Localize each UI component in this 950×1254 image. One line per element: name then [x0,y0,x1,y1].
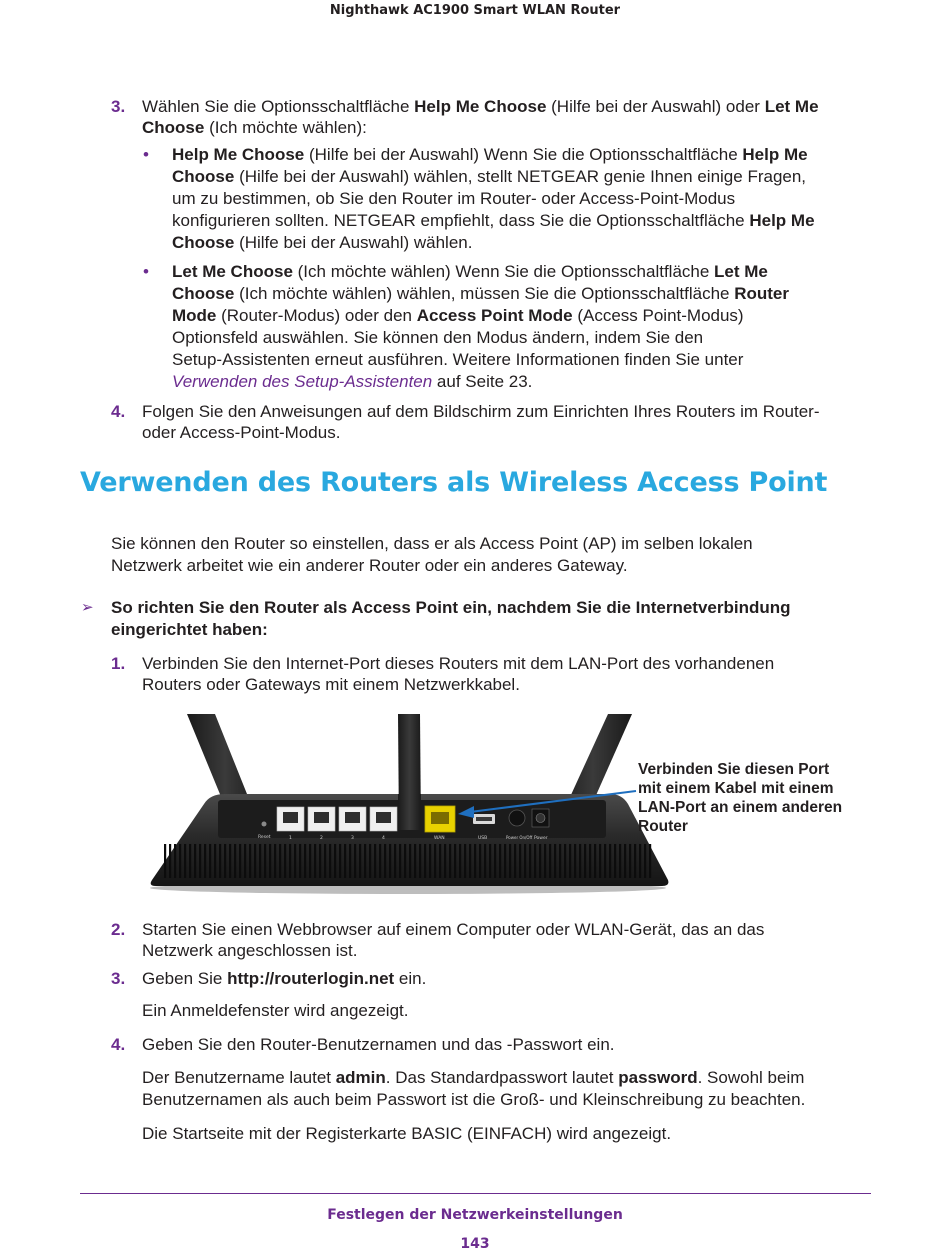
vent-slot [164,844,166,878]
vent-slot [204,844,206,878]
vent-slot [229,844,231,878]
vent-slot [449,844,451,878]
bullet-2-line-2: Choose (Ich möchte wählen) wählen, müssen Sie die Optionsschaltfläche Router [172,284,789,303]
vent-slot [424,844,426,878]
figure-callout [638,760,842,836]
vent-slot [264,844,266,878]
running-header: Nighthawk AC1900 Smart WLAN Router [329,3,621,18]
vent-slot [624,844,626,878]
vent-slot [344,844,346,878]
vent-slot [194,844,196,878]
vent-slot [239,844,241,878]
step-3-note: Ein Anmeldefenster wird angezeigt. [142,1001,409,1020]
vent-slot [474,844,476,878]
vent-slot [209,844,211,878]
router-login-url: http://routerlogin.net [227,969,395,988]
step-4-para-1-line-2: Benutzernamen als auch beim Passwort ist die Groß- und Kleinschreibung zu beachten. [142,1090,806,1109]
vent-slot [489,844,491,878]
vent-slot [554,844,556,878]
vent-slot [604,844,606,878]
vent-slot [219,844,221,878]
vent-slot [374,844,376,878]
port-label-usb: USB [478,836,488,841]
callout-line-1: Verbinden Sie diesen Port [638,761,830,778]
bullet-1-line-5: Choose (Hilfe bei der Auswahl) wählen. [172,233,473,252]
vent-slot [434,844,436,878]
port-label-lan-2: 2 [320,836,323,841]
step-number: 3. [111,97,126,116]
vent-slot [544,844,546,878]
vent-slot [309,844,311,878]
step-4-para-1-line-1: Der Benutzername lautet admin. Das Standardpasswort lautet password. Sowohl beim [142,1068,805,1087]
bullet-1-line-1: Help Me Choose (Hilfe bei der Auswahl) Wenn Sie die Optionsschaltfläche Help Me [172,145,808,164]
step-1-line-1: Verbinden Sie den Internet-Port dieses Routers mit dem LAN-Port des vorhandenen [142,654,775,673]
port-label-lan-1: 1 [289,836,292,841]
vent-slot [479,844,481,878]
bullet-1-line-2: Choose (Hilfe bei der Auswahl) wählen, stellt NETGEAR genie Ihnen einige Fragen, [172,167,807,186]
center-antenna-base [398,794,421,830]
callout-line-2: mit einem Kabel mit einem [638,780,834,797]
vent-slot [584,844,586,878]
vent-slot [524,844,526,878]
vent-slot [349,844,351,878]
step-4-para-2: Die Startseite mit der Registerkarte BASIC (EINFACH) wird angezeigt. [142,1124,672,1143]
lan-port-socket [283,812,298,823]
vent-slot [419,844,421,878]
vent-slot [459,844,461,878]
vent-slot [534,844,536,878]
vent-slot [484,844,486,878]
footer-chapter-title: Festlegen der Netzwerkeinstellungen [327,1207,623,1223]
vent-slot [414,844,416,878]
port-label-lan-3: 3 [351,836,354,841]
vent-slot [174,844,176,878]
bullet-2-line-4: Optionsfeld auswählen. Sie können den Modus ändern, indem Sie den [172,328,704,347]
vent-slot [454,844,456,878]
port-label-power-switch: Power On/Off [506,835,533,840]
vent-slot [644,844,646,878]
vent-slot [379,844,381,878]
vent-slot [594,844,596,878]
vent-slot [429,844,431,878]
vent-slot [564,844,566,878]
vent-slot [274,844,276,878]
step-3-text: Geben Sie http://routerlogin.net ein. [142,969,427,988]
vent-slot [409,844,411,878]
vent-slot [494,844,496,878]
vent-slot [499,844,501,878]
intro-line-1: Sie können den Router so einstellen, dass er als Access Point (AP) im selben lokalen [111,534,753,553]
vent-slot [179,844,181,878]
vent-slot [289,844,291,878]
vent-slot [569,844,571,878]
port-label-reset: Reset [258,835,271,840]
procedure-title-line-2: eingerichtet haben: [111,620,268,639]
power-jack-socket [536,814,545,823]
procedure-arrow-icon: ➢ [81,599,94,616]
vent-slot [529,844,531,878]
bullet-1-line-3: um zu bestimmen, ob Sie den Router im Router- oder Access-Point-Modus [172,189,736,208]
vent-slot [384,844,386,878]
vent-slot [364,844,366,878]
bullet-marker: • [143,145,149,164]
page-number: 143 [460,1236,490,1252]
step-number: 4. [111,402,126,421]
vent-slot [254,844,256,878]
step-2-line-2: Netzwerk angeschlossen ist. [142,941,358,960]
footer-divider [80,1193,871,1194]
vent-slot [334,844,336,878]
vent-slot [259,844,261,878]
vent-slot [314,844,316,878]
step-number: 1. [111,654,126,673]
port-label-lan-4: 4 [382,836,385,841]
vent-slot [619,844,621,878]
vent-slot [369,844,371,878]
step-4-line-2: oder Access-Point-Modus. [142,423,341,442]
vent-slot [394,844,396,878]
step-number: 4. [111,1035,126,1054]
vent-slot [469,844,471,878]
step-4-text: Geben Sie den Router-Benutzernamen und das -Passwort ein. [142,1035,615,1054]
vent-slot [294,844,296,878]
step-1-line-2: Routers oder Gateways mit einem Netzwerkkabel. [142,675,520,694]
step-2-line-1: Starten Sie einen Webbrowser auf einem Computer oder WLAN-Gerät, das an das [142,920,765,939]
bullet-2-line-6: Verwenden des Setup-Assistenten auf Seite 23. [172,372,533,391]
reset-hole [262,822,267,827]
callout-line-4: Router [638,818,688,835]
lan-port-socket [345,812,360,823]
vent-slot [339,844,341,878]
vent-slot [304,844,306,878]
vent-slot [279,844,281,878]
vent-slot [634,844,636,878]
vent-slot [504,844,506,878]
vent-slot [589,844,591,878]
vent-slot [399,844,401,878]
callout-line-3: LAN-Port an einem anderen [638,799,843,816]
power-button [509,810,525,826]
step-3-line-1: Wählen Sie die Optionsschaltfläche Help Me Choose (Hilfe bei der Auswahl) oder Let Me [142,97,819,116]
step-3-line-2: Choose (Ich möchte wählen): [142,118,367,137]
vent-slot [539,844,541,878]
vent-slot [189,844,191,878]
vent-slot [549,844,551,878]
wan-port-socket [431,812,449,824]
vent-slot [514,844,516,878]
vent-slot [214,844,216,878]
vent-slot [629,844,631,878]
vent-slot [319,844,321,878]
vent-slot [614,844,616,878]
vent-slot [299,844,301,878]
vent-slot [579,844,581,878]
intro-line-2: Netzwerk arbeitet wie ein anderer Router oder ein anderes Gateway. [111,556,628,575]
vent-slot [464,844,466,878]
vent-slot [329,844,331,878]
setup-assistant-link[interactable]: Verwenden des Setup-Assistenten [172,372,433,391]
step-number: 3. [111,969,126,988]
vent-slot [599,844,601,878]
vent-slot [224,844,226,878]
vent-slot [269,844,271,878]
vent-slot [509,844,511,878]
vent-slot [649,844,651,878]
bullet-2-line-5: Setup-Assistenten erneut ausführen. Weitere Informationen finden Sie unter [172,350,744,369]
vent-slot [184,844,186,878]
vent-slot [574,844,576,878]
lan-port-socket [314,812,329,823]
vent-slot [249,844,251,878]
vent-slot [354,844,356,878]
vent-slot [609,844,611,878]
bullet-marker: • [143,262,149,281]
section-heading: Verwenden des Routers als Wireless Access Point [80,467,828,498]
bullet-2-line-1: Let Me Choose (Ich möchte wählen) Wenn Sie die Optionsschaltfläche Let Me [172,262,768,281]
vent-slot [199,844,201,878]
usb-socket [476,817,492,821]
vent-slot [404,844,406,878]
port-label-power: Power [534,836,548,841]
vent-slot [639,844,641,878]
vent-slot [244,844,246,878]
step-4-line-1: Folgen Sie den Anweisungen auf dem Bildschirm zum Einrichten Ihres Routers im Router- [142,402,820,421]
vent-slot [389,844,391,878]
vent-slot [439,844,441,878]
port-label-wan: WAN [434,836,445,841]
vent-slot [444,844,446,878]
vent-slot [519,844,521,878]
lan-port-socket [376,812,391,823]
bullet-2-line-3: Mode (Router-Modus) oder den Access Point Mode (Access Point-Modus) [172,306,744,325]
vent-slot [284,844,286,878]
vent-slot [559,844,561,878]
procedure-title-line-1: So richten Sie den Router als Access Point ein, nachdem Sie die Internetverbindung [111,598,791,617]
vent-slot [169,844,171,878]
vent-slot [359,844,361,878]
bullet-1-line-4: konfigurieren sollten. NETGEAR empfiehlt, dass Sie die Optionsschaltfläche Help Me [172,211,815,230]
vent-slot [234,844,236,878]
step-number: 2. [111,920,126,939]
vent-slot [324,844,326,878]
